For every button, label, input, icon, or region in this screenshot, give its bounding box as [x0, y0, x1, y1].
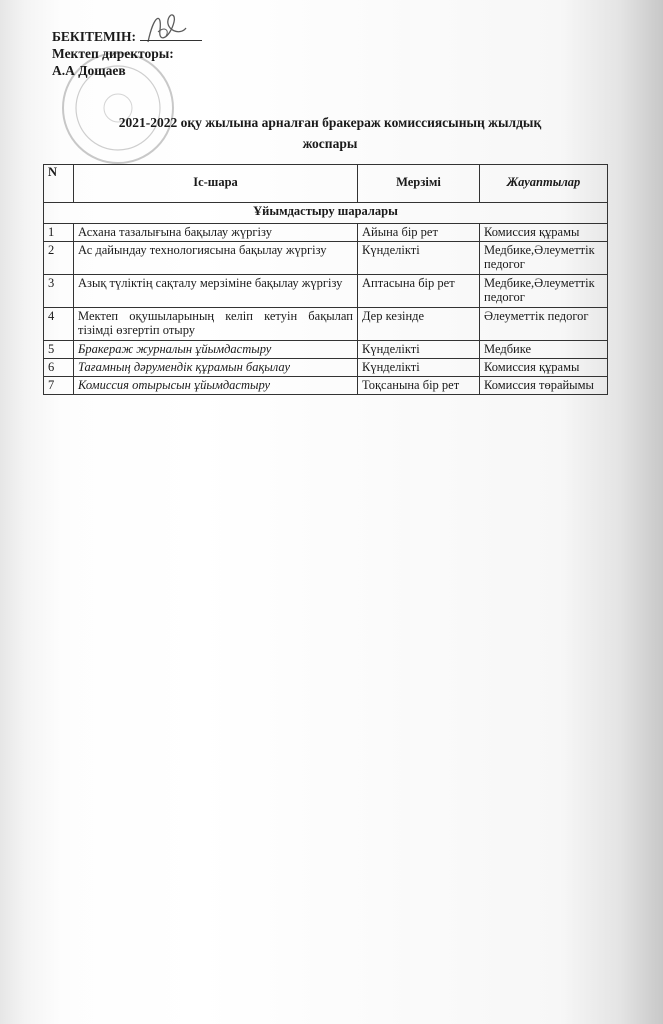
- row-number: 3: [44, 275, 74, 308]
- section-title: Ұйымдастыру шаралары: [44, 203, 608, 224]
- row-number: 2: [44, 242, 74, 275]
- table-row: [44, 275, 608, 308]
- table-row: [44, 224, 608, 242]
- table-row: [44, 359, 608, 377]
- row-term: Күнделікті: [358, 359, 480, 377]
- header-responsible: Жауаптылар: [480, 165, 608, 203]
- row-number: 7: [44, 377, 74, 395]
- row-number: 6: [44, 359, 74, 377]
- director-name: А.А Дощаев: [52, 63, 126, 78]
- row-number: 4: [44, 308, 74, 341]
- document-title: [40, 112, 620, 154]
- title-line-2: жоспары: [302, 136, 358, 151]
- row-number: 1: [44, 224, 74, 242]
- row-responsible: Медбике: [480, 341, 608, 359]
- table-row: [44, 341, 608, 359]
- row-event: Тағамның дәрумендік құрамын бақылау: [74, 359, 358, 377]
- header-event: Іс-шара: [74, 165, 358, 203]
- header-n: N: [44, 165, 74, 203]
- section-row: [44, 203, 608, 224]
- plan-table: [43, 164, 608, 395]
- row-term: Күнделікті: [358, 341, 480, 359]
- row-term: Аптасына бір рет: [358, 275, 480, 308]
- row-event: Азық түліктің сақталу мерзіміне бақылау жүргізу: [74, 275, 358, 308]
- row-number: 5: [44, 341, 74, 359]
- approved-label: БЕКІТЕМІН:: [52, 29, 136, 44]
- row-event: Мектеп оқушыларының келіп кетуін бақылап тізімді өзгертіп отыру: [74, 308, 358, 341]
- row-responsible: Комиссия төрайымы: [480, 377, 608, 395]
- row-responsible: Комиссия құрамы: [480, 224, 608, 242]
- row-event: Ас дайындау технологиясына бақылау жүргізу: [74, 242, 358, 275]
- director-label: Мектеп директоры:: [52, 46, 174, 61]
- row-responsible: Комиссия құрамы: [480, 359, 608, 377]
- row-event: Бракераж журналын ұйымдастыру: [74, 341, 358, 359]
- table-row: [44, 242, 608, 275]
- approval-block: [52, 28, 202, 79]
- row-responsible: Медбике,Әлеуметтік педогог: [480, 242, 608, 275]
- row-term: Тоқсанына бір рет: [358, 377, 480, 395]
- table-row: [44, 377, 608, 395]
- row-term: Дер кезінде: [358, 308, 480, 341]
- table-row: [44, 308, 608, 341]
- row-responsible: Әлеуметтік педогог: [480, 308, 608, 341]
- table-header-row: [44, 165, 608, 203]
- row-event: Асхана тазалығына бақылау жүргізу: [74, 224, 358, 242]
- row-term: Айына бір рет: [358, 224, 480, 242]
- header-term: Мерзімі: [358, 165, 480, 203]
- row-event: Комиссия отырысын ұйымдастыру: [74, 377, 358, 395]
- signature-line: [140, 40, 202, 41]
- row-responsible: Медбике,Әлеуметтік педогог: [480, 275, 608, 308]
- title-line-1: 2021-2022 оқу жылына арналған бракераж комиссиясының жылдық: [118, 115, 542, 130]
- row-term: Күнделікті: [358, 242, 480, 275]
